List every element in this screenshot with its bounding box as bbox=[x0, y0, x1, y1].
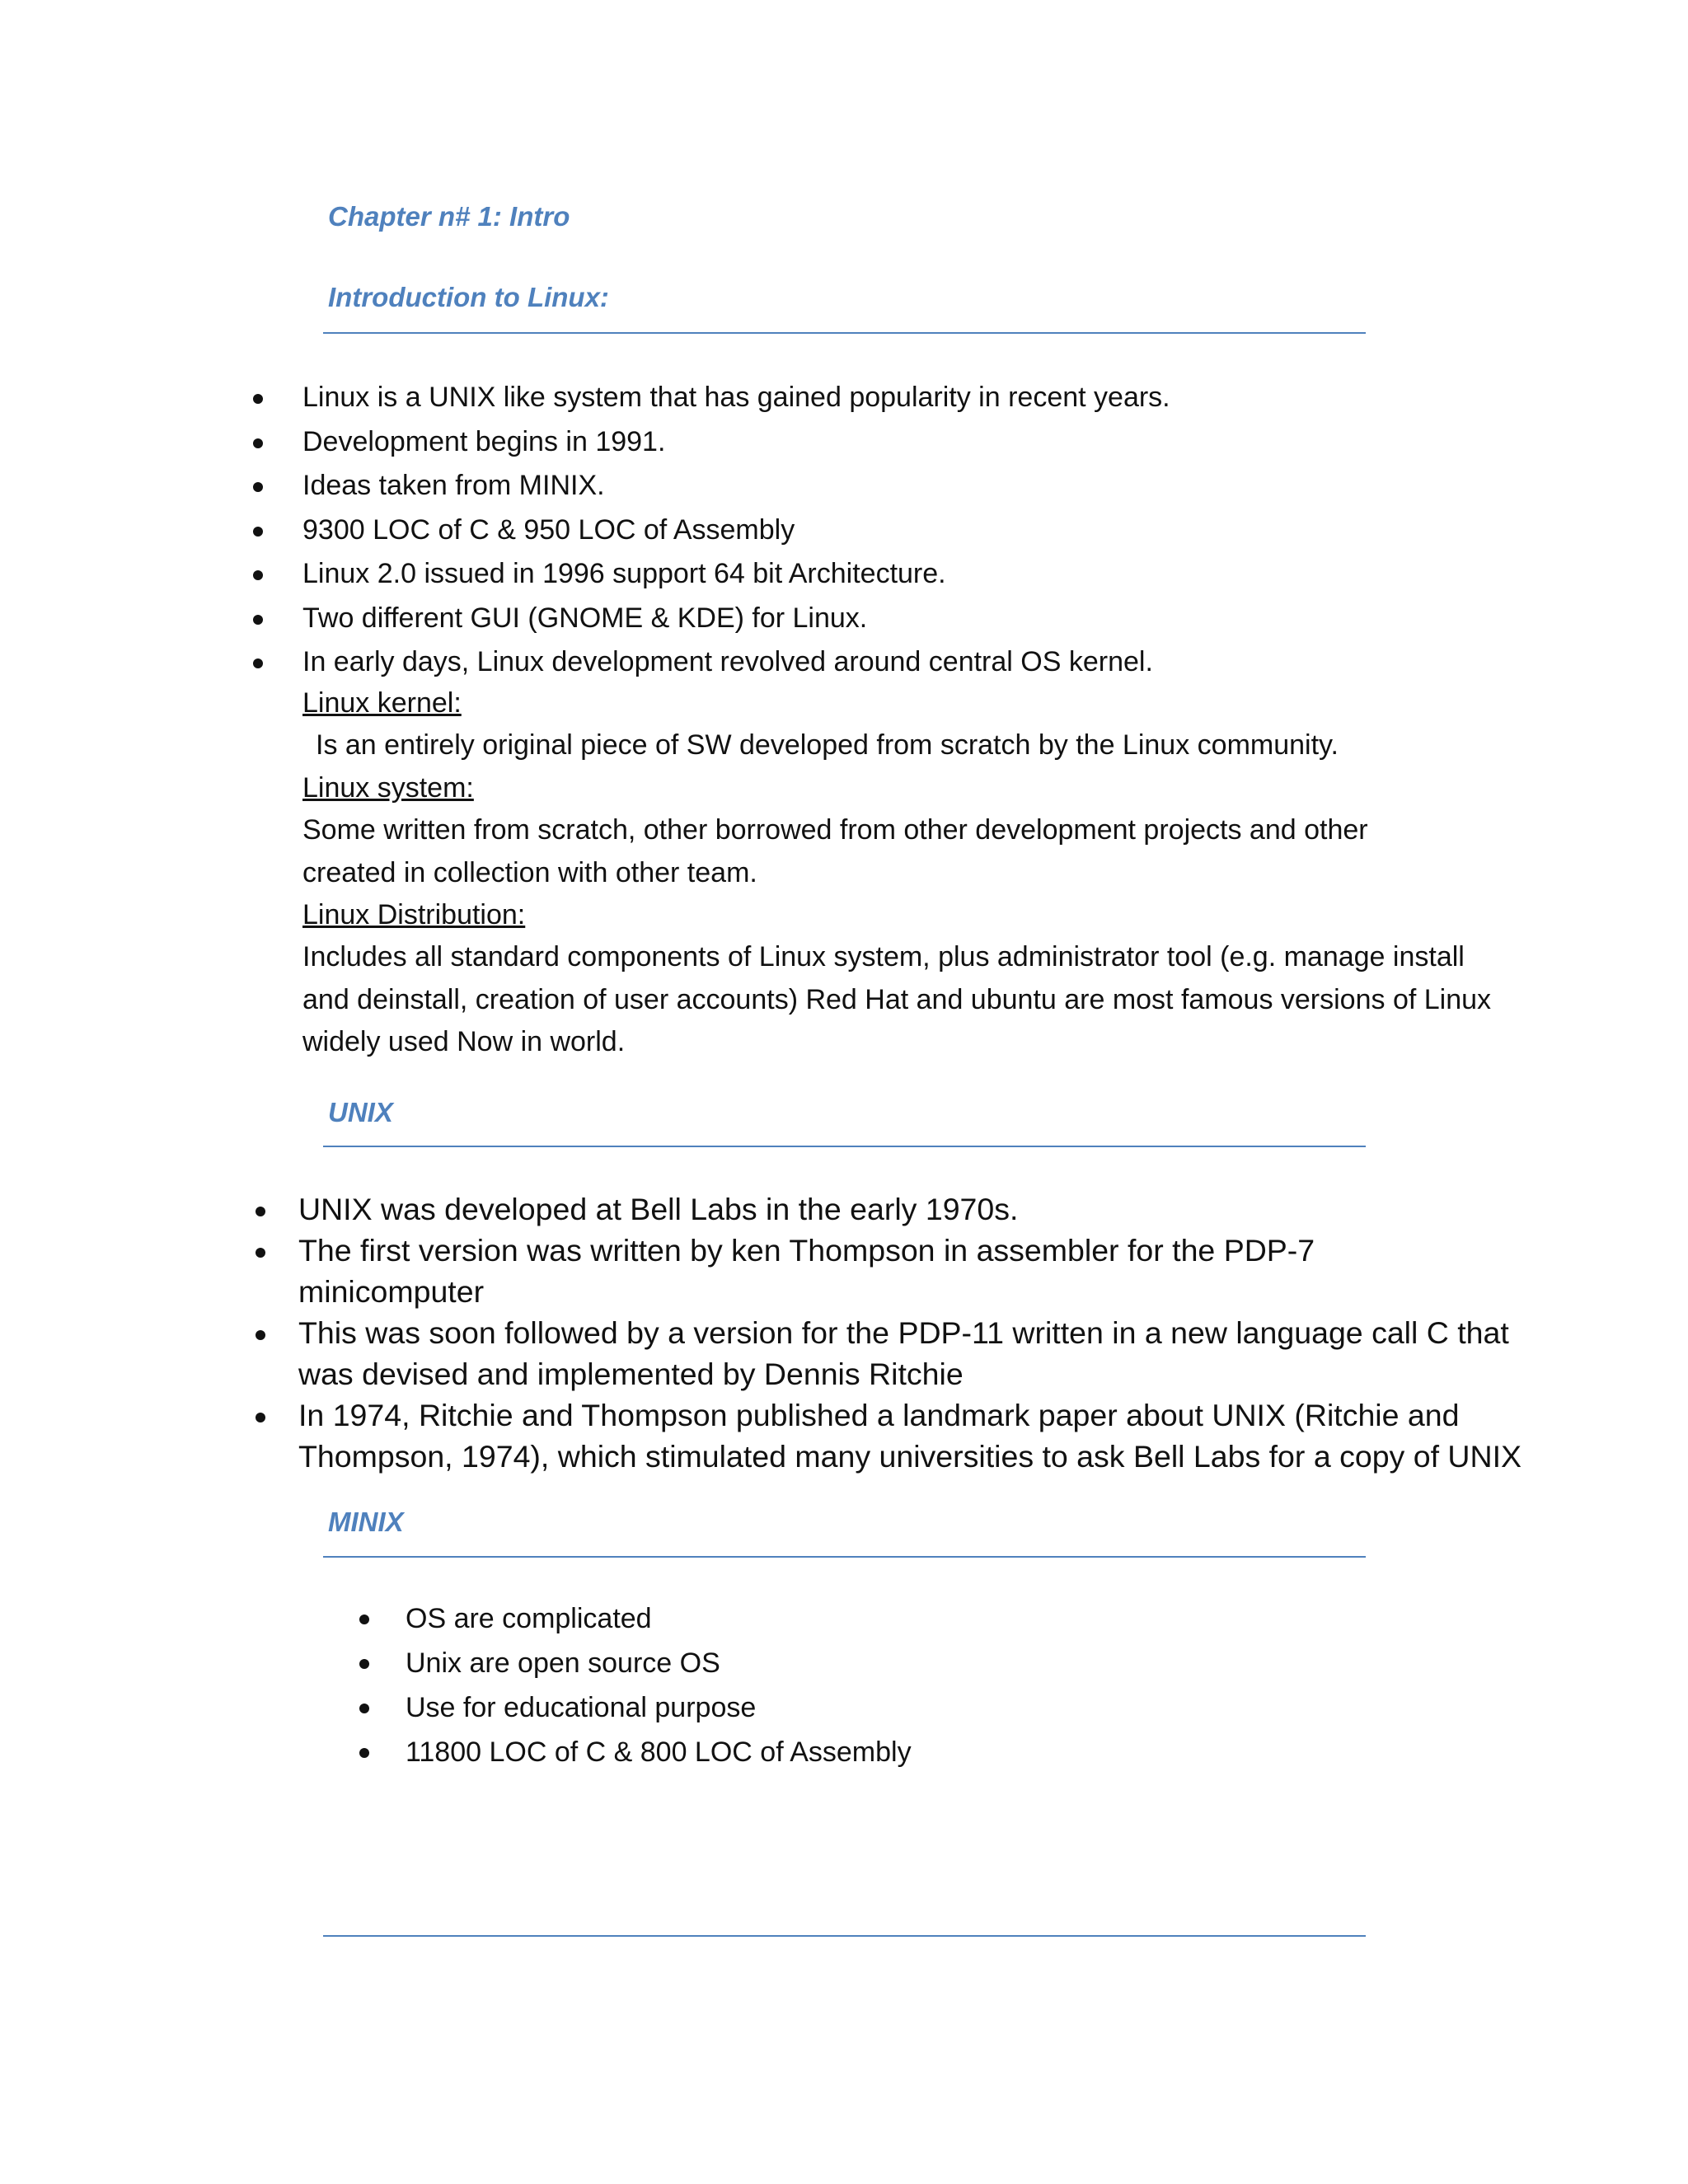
list-item: UNIX was developed at Bell Labs in the early 1970s. bbox=[298, 1188, 1522, 1230]
bullet-icon bbox=[359, 1748, 369, 1758]
bullet-icon bbox=[253, 482, 263, 492]
linux-distribution-label: Linux Distribution: bbox=[302, 899, 526, 930]
list-item: Two different GUI (GNOME & KDE) for Linux. bbox=[302, 597, 1170, 641]
linux-distribution-text-line3: widely used Now in world. bbox=[302, 1026, 626, 1057]
linux-distribution-text-line1: Includes all standard components of Linux system, plus administrator tool (e.g. manage install bbox=[302, 941, 1465, 972]
bottom-rule bbox=[323, 1935, 1366, 1937]
list-item: Unix are open source OS bbox=[406, 1641, 912, 1685]
list-item: Linux is a UNIX like system that has gained popularity in recent years. bbox=[302, 376, 1170, 420]
linux-heading-rule bbox=[323, 332, 1366, 334]
linux-kernel-label: Linux kernel: bbox=[302, 687, 462, 719]
bullet-icon bbox=[256, 1207, 265, 1216]
bullet-icon bbox=[256, 1248, 265, 1258]
list-item: Linux 2.0 issued in 1996 support 64 bit Architecture. bbox=[302, 552, 1170, 597]
bullet-icon bbox=[359, 1615, 369, 1624]
linux-system-text-line2: created in collection with other team. bbox=[302, 857, 757, 888]
list-item: 11800 LOC of C & 800 LOC of Assembly bbox=[406, 1730, 912, 1774]
list-item: OS are complicated bbox=[406, 1596, 912, 1641]
linux-distribution-text-line2: and deinstall, creation of user accounts) Red Hat and ubuntu are most famous versions of Linux bbox=[302, 984, 1492, 1015]
bullet-icon bbox=[256, 1413, 265, 1422]
minix-section-heading: MINIX bbox=[328, 1507, 404, 1537]
chapter-title: Chapter n# 1: Intro bbox=[328, 201, 570, 232]
minix-bullet-list bbox=[406, 1596, 912, 1774]
unix-heading-rule bbox=[323, 1146, 1366, 1147]
list-item: 9300 LOC of C & 950 LOC of Assembly bbox=[302, 509, 1170, 553]
list-item: The first version was written by ken Thompson in assembler for the PDP-7 minicomputer bbox=[298, 1230, 1522, 1312]
linux-section-heading: Introduction to Linux: bbox=[328, 282, 609, 312]
bullet-icon bbox=[359, 1659, 369, 1669]
list-item: In early days, Linux development revolved around central OS kernel. bbox=[302, 640, 1170, 685]
bullet-icon bbox=[256, 1330, 265, 1340]
list-item: Ideas taken from MINIX. bbox=[302, 464, 1170, 509]
bullet-icon bbox=[253, 438, 263, 448]
linux-system-label: Linux system: bbox=[302, 772, 474, 804]
unix-bullet-list bbox=[298, 1188, 1522, 1477]
bullet-icon bbox=[253, 570, 263, 580]
bullet-icon bbox=[359, 1704, 369, 1713]
list-item: Use for educational purpose bbox=[406, 1685, 912, 1730]
list-item: This was soon followed by a version for the PDP-11 written in a new language call C that was devised and implemented by Dennis Ritchie bbox=[298, 1312, 1522, 1394]
bullet-icon bbox=[253, 615, 263, 625]
unix-section-heading: UNIX bbox=[328, 1097, 393, 1127]
minix-heading-rule bbox=[323, 1556, 1366, 1558]
list-item: Development begins in 1991. bbox=[302, 420, 1170, 465]
linux-bullet-list bbox=[302, 376, 1170, 685]
linux-system-text-line1: Some written from scratch, other borrowed from other development projects and other bbox=[302, 814, 1368, 846]
bullet-icon bbox=[253, 394, 263, 404]
list-item: In 1974, Ritchie and Thompson published a landmark paper about UNIX (Ritchie and Thompson, 1974), which stimulated many universities to ask Bell Labs for a copy of UNIX bbox=[298, 1394, 1522, 1477]
bullet-icon bbox=[253, 658, 263, 668]
bullet-icon bbox=[253, 527, 263, 537]
linux-kernel-text: Is an entirely original piece of SW developed from scratch by the Linux community. bbox=[316, 729, 1339, 761]
